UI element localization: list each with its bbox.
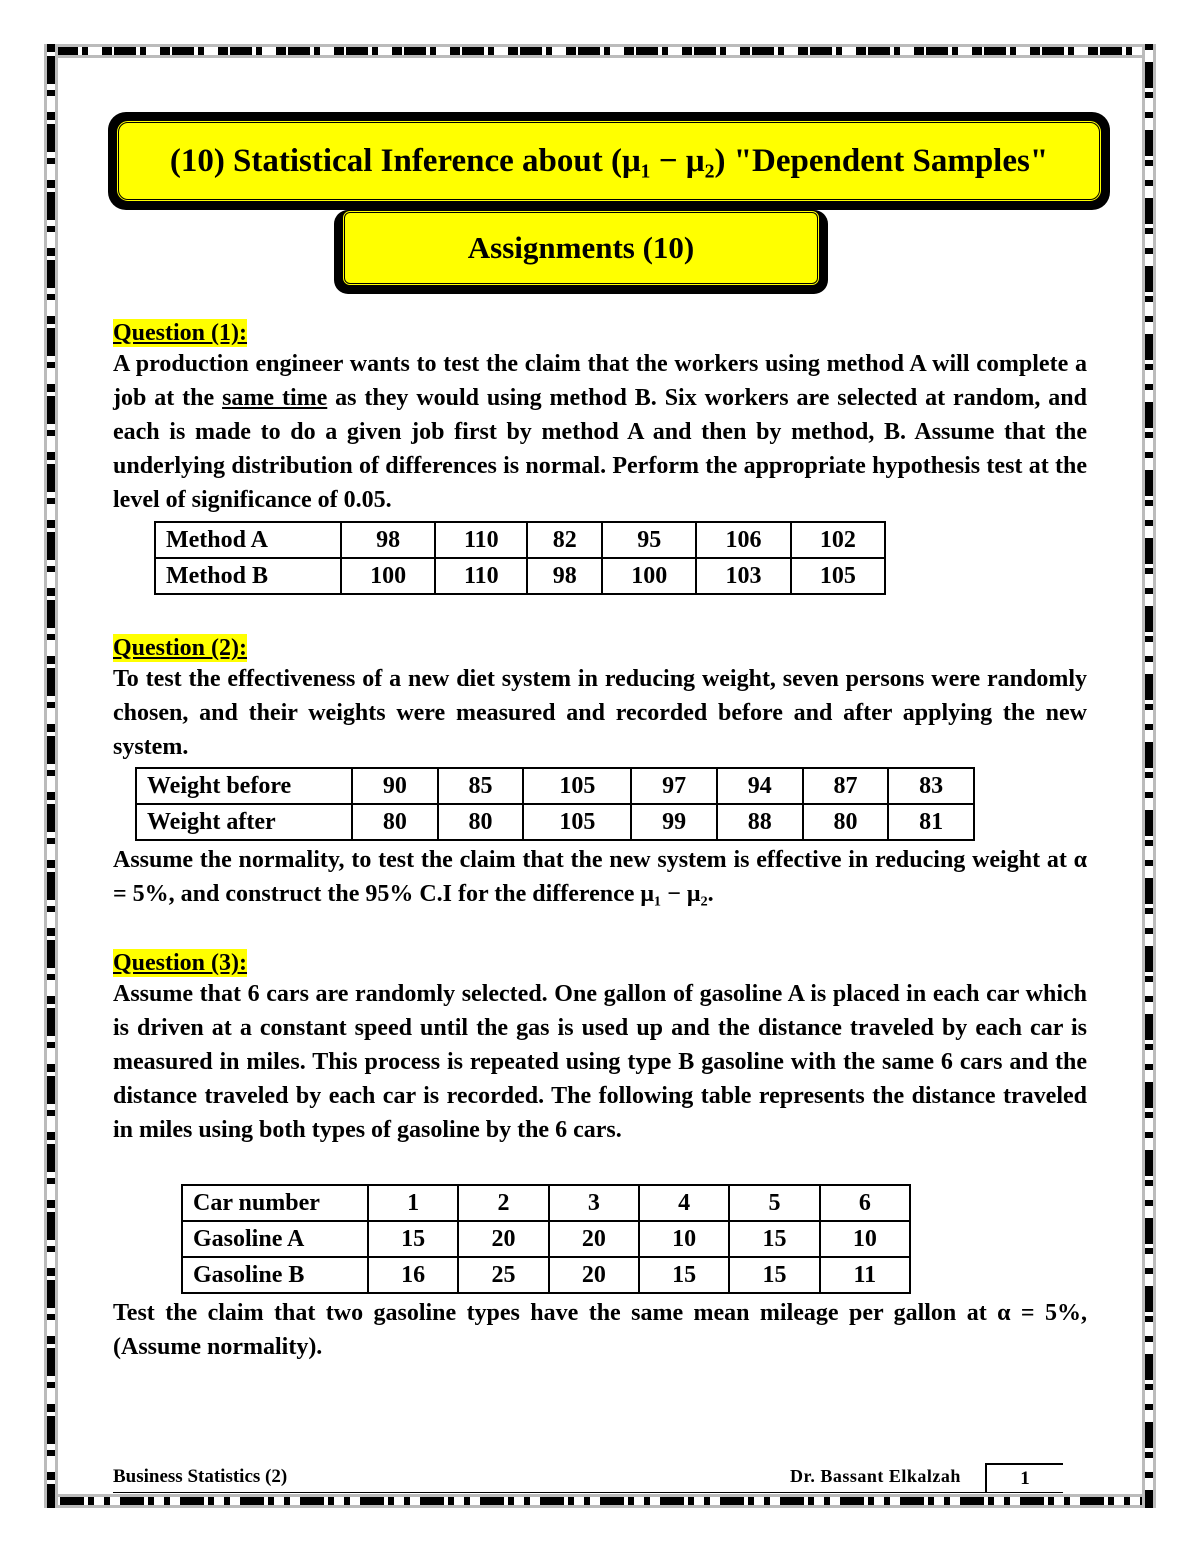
- question-3-text: Assume that 6 cars are randomly selected. One gallon of gasoline A is placed in each car which is driven at a constant speed until the gas is used up and the distance traveled by each car is measured in miles. This process is repeated using type B gasoline with the same 6 cars and the distance traveled by each car is recorded. The following table represents the distance traveled in miles using both types of gasoline by the 6 cars.: [113, 981, 1087, 1143]
- title-banner: [108, 112, 1110, 210]
- table-cell: 83: [888, 768, 974, 804]
- question-1-table: [154, 521, 886, 595]
- table-cell: Gasoline A: [182, 1221, 368, 1257]
- table-cell: 20: [458, 1221, 548, 1257]
- table-cell: Gasoline B: [182, 1257, 368, 1293]
- question-1-text: [113, 347, 1087, 517]
- question-3-text-after: Test the claim that two gasoline types have the same mean mileage per gallon at α = 5%, (Assume normality).: [113, 1300, 1087, 1360]
- table-cell: 10: [820, 1221, 910, 1257]
- question-2: [113, 634, 1087, 764]
- table-cell: 15: [729, 1257, 819, 1293]
- table-cell: 6: [820, 1185, 910, 1221]
- table-cell: Method A: [155, 522, 341, 558]
- table-cell: 5: [729, 1185, 819, 1221]
- table-cell: 110: [435, 522, 527, 558]
- table-cell: 25: [458, 1257, 548, 1293]
- table-cell: 100: [341, 558, 435, 594]
- table-cell: Weight before: [136, 768, 352, 804]
- question-3-followup: [113, 1296, 1087, 1364]
- table-row: [136, 804, 974, 840]
- table-cell: 82: [527, 522, 602, 558]
- table-cell: 15: [729, 1221, 819, 1257]
- table-cell: 1: [368, 1185, 458, 1221]
- table-cell: 99: [631, 804, 717, 840]
- page-border-top: [44, 44, 1156, 58]
- question-1-text-underlined: same time: [222, 385, 328, 411]
- page-title: (10) Statistical Inference about (μ₁ − μ₂) "Dependent Samples": [116, 120, 1102, 202]
- table-row: [182, 1185, 910, 1221]
- footer-divider: [113, 1492, 1063, 1493]
- table-cell: 2: [458, 1185, 548, 1221]
- question-2-text: To test the effectiveness of a new diet system in reducing weight, seven persons were randomly chosen, and their weights were measured and recorded before and after applying the new system.: [113, 666, 1087, 760]
- table-cell: 110: [435, 558, 527, 594]
- table-cell: 15: [368, 1221, 458, 1257]
- footer-course: Business Statistics (2): [113, 1466, 288, 1487]
- question-3-table: [181, 1184, 911, 1294]
- table-cell: 87: [803, 768, 889, 804]
- question-2-table: [135, 767, 975, 841]
- table-cell: 105: [523, 768, 631, 804]
- table-cell: 103: [696, 558, 790, 594]
- table-cell: 102: [791, 522, 885, 558]
- table-cell: 16: [368, 1257, 458, 1293]
- table-cell: 105: [523, 804, 631, 840]
- question-1-text-part-a: A production engineer wants to test the claim that the workers using method A will complete a job at the: [113, 351, 1087, 411]
- table-cell: 105: [791, 558, 885, 594]
- table-cell: 20: [549, 1257, 639, 1293]
- table-cell: 90: [352, 768, 438, 804]
- table-row: [155, 522, 885, 558]
- question-3-heading: Question (3):: [113, 950, 247, 976]
- table-row: [182, 1257, 910, 1293]
- table-cell: 20: [549, 1221, 639, 1257]
- table-cell: 106: [696, 522, 790, 558]
- page-subtitle: Assignments (10): [342, 210, 820, 286]
- table-cell: 11: [820, 1257, 910, 1293]
- page-border-right: [1142, 44, 1156, 1508]
- question-1-text-part-b: as they would using method B. Six workers are selected at random, and each is made to do a given job first by method A and then by method, B. Assume that the underlying distribution of differences is normal. Perform the appropriate hypothesis test at the level of significance of 0.05.: [113, 385, 1088, 513]
- question-3: [113, 949, 1087, 1147]
- table-row: [155, 558, 885, 594]
- question-2-followup: [113, 843, 1087, 911]
- table-cell: Weight after: [136, 804, 352, 840]
- table-cell: 15: [639, 1257, 729, 1293]
- table-cell: 81: [888, 804, 974, 840]
- table-cell: 98: [341, 522, 435, 558]
- question-1: [113, 319, 1087, 517]
- page-number: 1: [985, 1463, 1063, 1493]
- table-row: [136, 768, 974, 804]
- question-2-text-after: Assume the normality, to test the claim that the new system is effective in reducing weight at α = 5%, and construct the 95% C.I for the difference μ₁ − μ₂.: [113, 847, 1087, 907]
- table-cell: Car number: [182, 1185, 368, 1221]
- table-cell: Method B: [155, 558, 341, 594]
- table-cell: 10: [639, 1221, 729, 1257]
- table-cell: 3: [549, 1185, 639, 1221]
- table-cell: 98: [527, 558, 602, 594]
- table-cell: 95: [602, 522, 696, 558]
- table-cell: 80: [352, 804, 438, 840]
- table-cell: 88: [717, 804, 803, 840]
- table-cell: 100: [602, 558, 696, 594]
- table-cell: 4: [639, 1185, 729, 1221]
- table-row: [182, 1221, 910, 1257]
- table-cell: 94: [717, 768, 803, 804]
- question-2-heading: Question (2):: [113, 635, 247, 661]
- table-cell: 85: [438, 768, 524, 804]
- table-cell: 80: [803, 804, 889, 840]
- subtitle-banner: [334, 210, 828, 294]
- table-cell: 97: [631, 768, 717, 804]
- page-border-left: [44, 44, 58, 1508]
- question-1-heading: Question (1):: [113, 320, 247, 346]
- footer-author: Dr. Bassant Elkalzah: [790, 1466, 961, 1486]
- table-cell: 80: [438, 804, 524, 840]
- page-border-bottom: [44, 1494, 1156, 1508]
